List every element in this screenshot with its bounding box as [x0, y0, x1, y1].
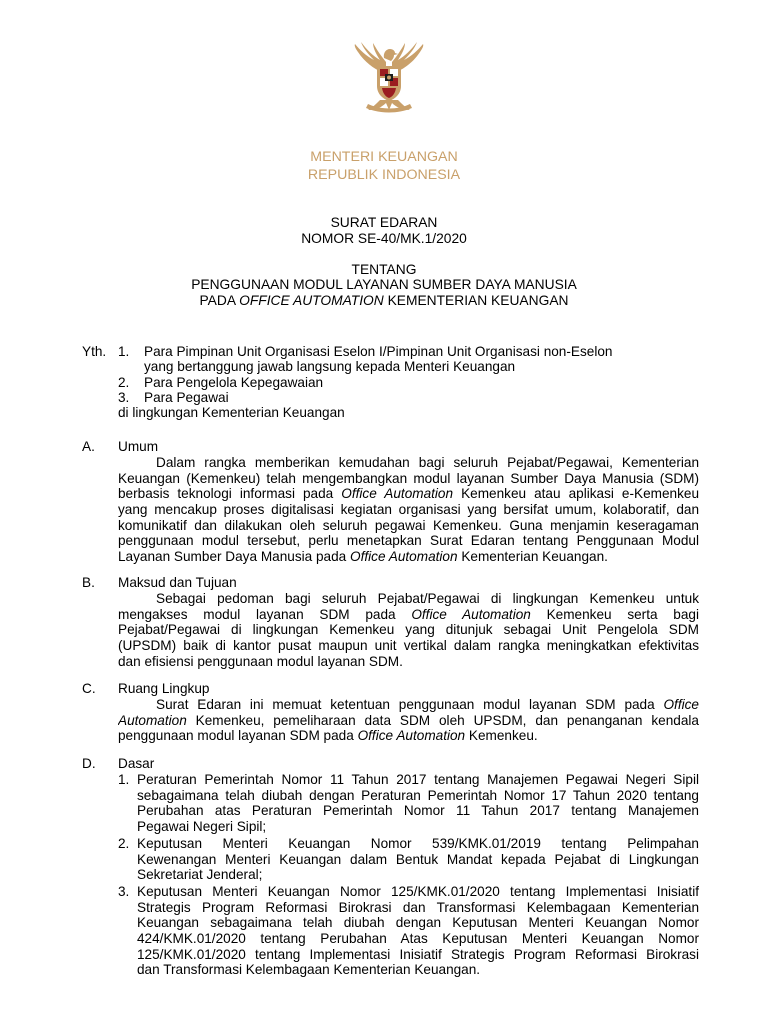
- garuda-emblem-icon: [346, 40, 432, 116]
- section-d-item-1-line-3: Perubahan atas Peraturan Pemerintah Nomor 11 Tahun 2017 tentang Manajemen: [137, 803, 699, 819]
- addressee-2-number: 2.: [118, 375, 130, 390]
- section-c-letter: C.: [82, 681, 96, 696]
- section-b-line-4: (UPSDM) baik di kantor pusat maupun unit vertikal dalam rangka meningkatkan efektivitas: [118, 638, 699, 654]
- section-d-item-1-line-4: Pegawai Negeri Sipil;: [137, 819, 267, 835]
- section-b-line-1: Sebagai pedoman bagi seluruh Pejabat/Pegawai di lingkungan Kemenkeu untuk: [156, 591, 699, 606]
- section-d-item-2-line-2: Kewenangan Menteri Keuangan dalam Bentuk Mandat kepada Pejabat di Lingkungan: [137, 851, 699, 867]
- section-a-body: [118, 455, 699, 565]
- addressee-1-number: 1.: [118, 344, 130, 359]
- section-a-line-2: Keuangan (Kemenkeu) telah mengembangkan modul layanan Sumber Daya Manusia (SDM): [118, 470, 699, 486]
- addressee-location: di lingkungan Kementerian Keuangan: [118, 405, 345, 420]
- section-b-heading: Maksud dan Tujuan: [118, 575, 237, 590]
- section-b-line-5: dan efisiensi penggunaan modul layanan SDM.: [118, 653, 403, 669]
- section-d-item-3-line-4: 424/KMK.01/2020 tentang Perubahan Atas Keputusan Menteri Keuangan Nomor: [137, 931, 699, 947]
- section-d-item-2-body: [137, 836, 699, 883]
- section-d-item-3-line-2: Strategis Program Reformasi Birokrasi dan Transformasi Kelembagaan Kementerian: [137, 899, 699, 915]
- section-d-letter: D.: [82, 756, 96, 771]
- section-c-line-3: penggunaan modul layanan SDM pada Office Automation Kemenkeu.: [118, 728, 538, 744]
- section-c-body: [118, 697, 699, 744]
- document-type: SURAT EDARAN: [330, 215, 438, 230]
- section-b-body: [118, 591, 699, 669]
- section-d-item-2-line-1: Keputusan Menteri Keuangan Nomor 539/KMK.01/2019 tentang Pelimpahan: [137, 836, 699, 851]
- section-a-letter: A.: [82, 439, 95, 454]
- section-d-item-3-line-1: Keputusan Menteri Keuangan Nomor 125/KMK.01/2020 tentang Implementasi Inisiatif: [137, 884, 699, 899]
- section-d-item-3-line-3: Keuangan sebagaimana telah diubah dengan Keputusan Menteri Keuangan Nomor: [137, 915, 699, 931]
- section-d-item-1-line-1: Peraturan Pemerintah Nomor 11 Tahun 2017 tentang Manajemen Pegawai Negeri Sipil: [137, 772, 699, 787]
- section-a-line-1: Dalam rangka memberikan kemudahan bagi seluruh Pejabat/Pegawai, Kementerian: [156, 455, 699, 470]
- addressee-1-line-1: Para Pimpinan Unit Organisasi Eselon I/Pimpinan Unit Organisasi non-Eselon: [144, 344, 613, 359]
- section-a-line-3: berbasis teknologi informasi pada Office Automation Kemenkeu atau aplikasi e-Kemenkeu: [118, 486, 699, 502]
- document-subject-line-1: PENGGUNAAN MODUL LAYANAN SUMBER DAYA MANUSIA: [191, 277, 577, 292]
- ministry-line-1: MENTERI KEUANGAN: [310, 149, 458, 165]
- ministry-line-2: REPUBLIK INDONESIA: [307, 167, 461, 183]
- section-d-item-1-number: 1.: [118, 772, 130, 787]
- section-d-heading: Dasar: [118, 756, 155, 771]
- section-d-item-2-number: 2.: [118, 836, 130, 851]
- section-a-line-7: Layanan Sumber Daya Manusia pada Office Automation Kementerian Keuangan.: [118, 549, 608, 565]
- section-c-line-1: Surat Edaran ini memuat ketentuan penggunaan modul layanan SDM pada Office: [156, 697, 699, 712]
- section-b-letter: B.: [82, 575, 95, 590]
- document-subject-line-2: PADA OFFICE AUTOMATION KEMENTERIAN KEUANGAN: [199, 293, 569, 308]
- section-a-line-6: penggunaan modul tersebut, perlu menetapkan Surat Edaran tentang Penggunaan Modul: [118, 533, 699, 549]
- section-d-item-3-line-6: dan Transformasi Kelembagaan Kementerian Keuangan.: [137, 962, 481, 978]
- document-number: NOMOR SE-40/MK.1/2020: [301, 231, 467, 246]
- section-a-line-4: yang mencakup proses digitalisasi kegiatan organisasi yang bersifat umum, kolaboratif, dan: [118, 502, 699, 518]
- section-d-item-3-number: 3.: [118, 884, 130, 899]
- addressee-3-line-1: Para Pegawai: [144, 390, 229, 405]
- section-d-item-1-line-2: sebagaimana telah diubah dengan Peraturan Pemerintah Nomor 17 Tahun 2020 tentang: [137, 787, 699, 803]
- addressee-3-number: 3.: [118, 390, 130, 405]
- section-d-item-3-body: [137, 884, 699, 978]
- section-c-line-2: Automation Kemenkeu, pemeliharaan data SDM oleh UPSDM, dan penanganan kendala: [118, 712, 699, 728]
- section-a-line-5: komunikatif dan dilakukan oleh seluruh pegawai Kemenkeu. Guna menjamin keseragaman: [118, 517, 699, 533]
- section-d-item-1-body: [137, 772, 699, 835]
- section-d-item-3-line-5: 125/KMK.01/2020 tentang Implementasi Inisiatif Strategis Program Reformasi Birokrasi: [137, 946, 699, 962]
- addressee-1-line-2: yang bertanggung jawab langsung kepada Menteri Keuangan: [144, 359, 516, 374]
- addressee-label: Yth.: [82, 344, 107, 359]
- section-d-item-2-line-3: Sekretariat Jenderal;: [137, 867, 263, 883]
- addressee-2-line-1: Para Pengelola Kepegawaian: [144, 375, 324, 390]
- section-b-line-2: mengakses modul layanan SDM pada Office Automation Kemenkeu serta bagi: [118, 606, 699, 622]
- section-c-heading: Ruang Lingkup: [118, 681, 210, 696]
- document-about: TENTANG: [351, 262, 417, 277]
- section-a-heading: Umum: [118, 439, 159, 454]
- section-b-line-3: Pejabat/Pegawai di lingkungan Kemenkeu yang ditunjuk sebagai Unit Pengelola SDM: [118, 622, 699, 638]
